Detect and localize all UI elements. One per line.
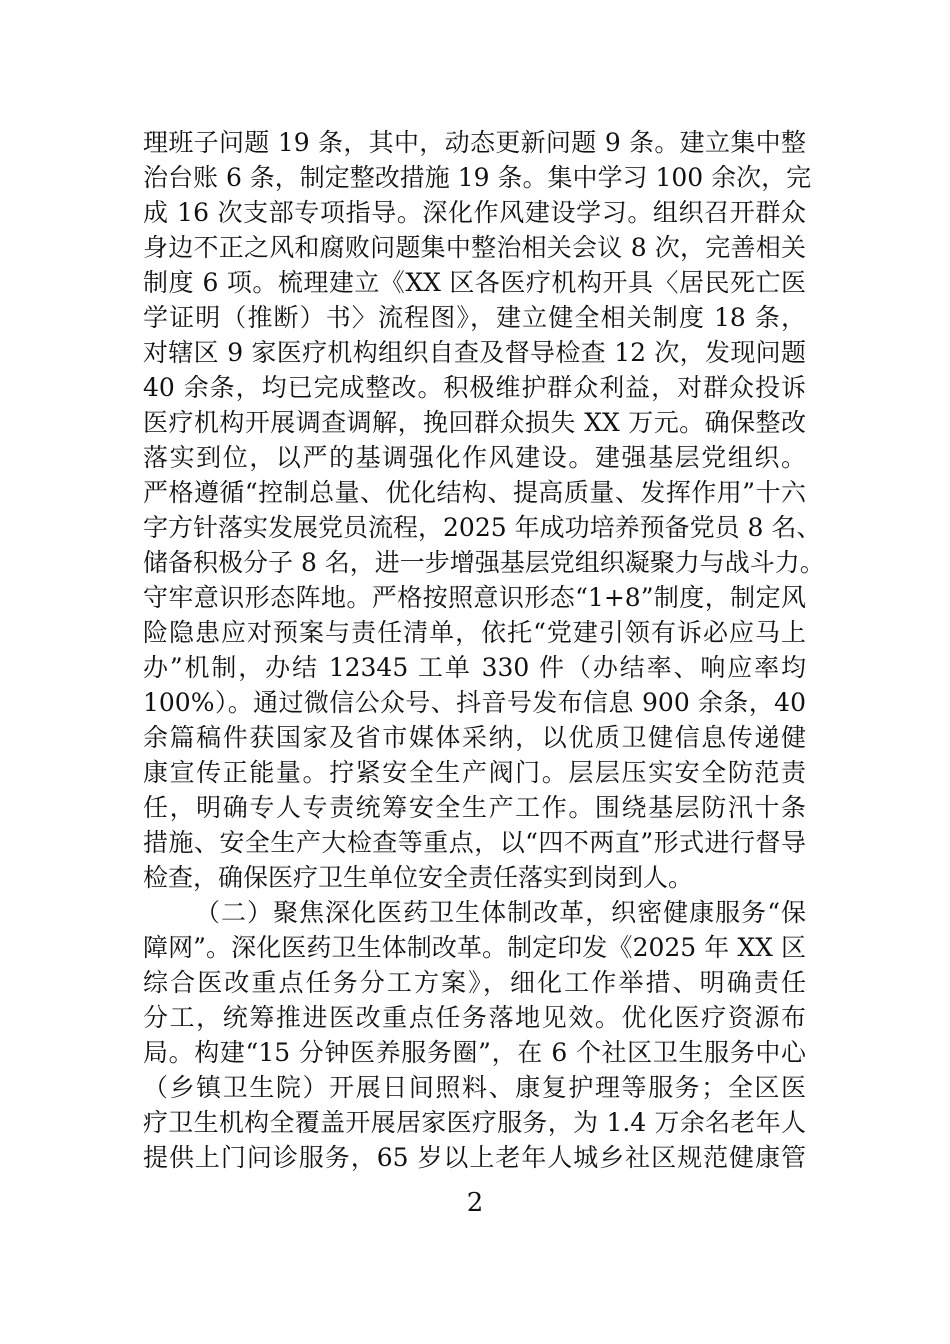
text-line: 治台账 6 条，制定整改措施 19 条。集中学习 100 余次，完: [143, 163, 812, 192]
text-line: 疗卫生机构全覆盖开展居家医疗服务，为 1.4 万余名老年人: [143, 1108, 806, 1137]
text-line: 提供上门问诊服务，65 岁以上老年人城乡社区规范健康管: [143, 1143, 806, 1172]
text-line: 严格遵循“控制总量、优化结构、提高质量、发挥作用”十六: [143, 478, 806, 507]
text-line: 康宣传正能量。拧紧安全生产阀门。层层压实安全防范责: [143, 758, 806, 787]
text-line: 储备积极分子 8 名，进一步增强基层党组织凝聚力与战斗力。: [143, 548, 825, 577]
text-line: 理班子问题 19 条，其中，动态更新问题 9 条。建立集中整: [143, 128, 806, 157]
text-line: 成 16 次支部专项指导。深化作风建设学习。组织召开群众: [143, 198, 806, 227]
text-line: 落实到位，以严的基调强化作风建设。建强基层党组织。: [143, 443, 806, 472]
text-line: 40 余条，均已完成整改。积极维护群众利益，对群众投诉: [143, 373, 806, 402]
text-line: 局。构建“15 分钟医养服务圈”，在 6 个社区卫生服务中心: [143, 1038, 806, 1067]
body-text: [143, 125, 825, 1175]
text-line: 措施、安全生产大检查等重点，以“四不两直”形式进行督导: [143, 828, 806, 857]
text-line: 余篇稿件获国家及省市媒体采纳，以优质卫健信息传递健: [143, 723, 806, 752]
text-line: 险隐患应对预案与责任清单，依托“党建引领有诉必应马上: [143, 618, 806, 647]
text-line: 综合医改重点任务分工方案》，细化工作举措、明确责任: [143, 968, 806, 997]
text-line: 医疗机构开展调查调解，挽回群众损失 XX 万元。确保整改: [143, 408, 806, 437]
text-line: 办”机制，办结 12345 工单 330 件（办结率、响应率均: [143, 653, 806, 682]
text-line: 100%）。通过微信公众号、抖音号发布信息 900 余条，40: [143, 688, 806, 717]
text-line: （二）聚焦深化医药卫生体制改革，织密健康服务“保: [195, 898, 806, 927]
text-line: （乡镇卫生院）开展日间照料、康复护理等服务；全区医: [143, 1073, 806, 1102]
page-number: 2: [466, 1188, 484, 1218]
text-line: 制度 6 项。梳理建立《XX 区各医疗机构开具〈居民死亡医: [143, 268, 806, 297]
text-line: 身边不正之风和腐败问题集中整治相关会议 8 次，完善相关: [143, 233, 806, 262]
text-line: 检查，确保医疗卫生单位安全责任落实到岗到人。: [143, 863, 694, 892]
text-line: 字方针落实发展党员流程，2025 年成功培养预备党员 8 名、: [143, 513, 822, 542]
text-line: 学证明（推断）书〉流程图》，建立健全相关制度 18 条，: [143, 303, 806, 332]
text-line: 障网”。深化医药卫生体制改革。制定印发《2025 年 XX 区: [143, 933, 806, 962]
text-line: 分工，统筹推进医改重点任务落地见效。优化医疗资源布: [143, 1003, 806, 1032]
text-line: 任，明确专人专责统筹安全生产工作。围绕基层防汛十条: [143, 793, 806, 822]
text-line: 对辖区 9 家医疗机构组织自查及督导检查 12 次，发现问题: [143, 338, 806, 367]
text-line: 守牢意识形态阵地。严格按照意识形态“1+8”制度，制定风: [143, 583, 806, 612]
